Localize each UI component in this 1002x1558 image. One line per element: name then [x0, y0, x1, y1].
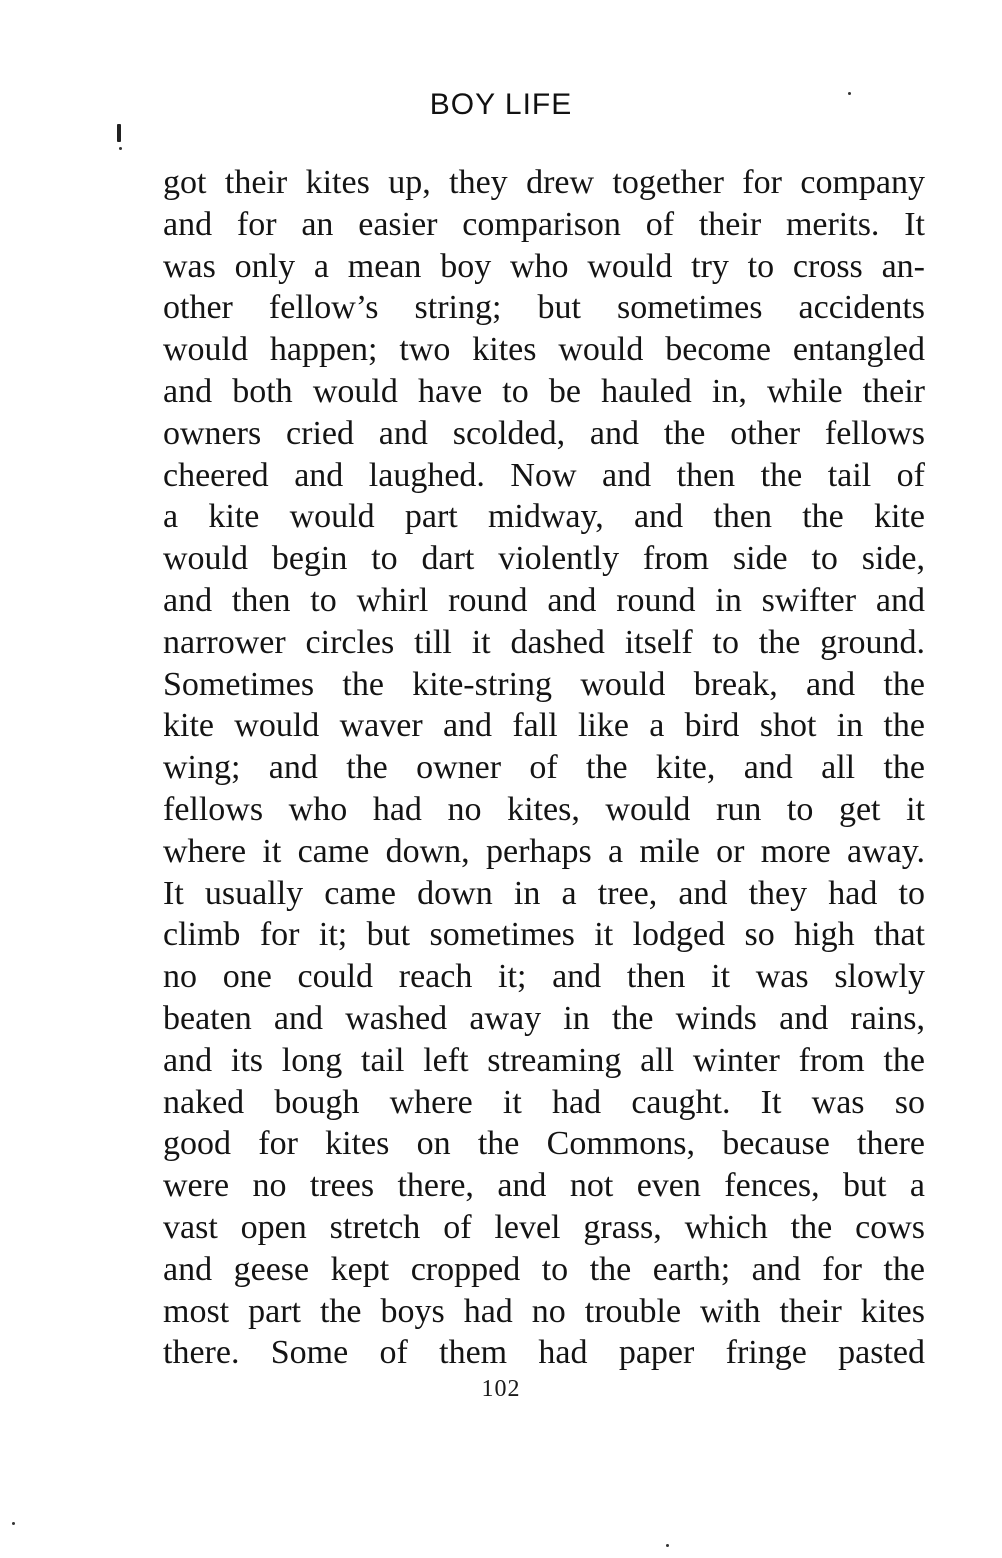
margin-speck	[12, 1522, 15, 1525]
text-line: and its long tail left streaming all winter from the	[163, 1041, 925, 1079]
body-text	[163, 162, 925, 1374]
text-line: Sometimes the kite-string would break, and the	[163, 665, 925, 703]
margin-mark	[117, 124, 121, 142]
text-line: and both would have to be hauled in, while their	[163, 372, 925, 410]
text-line: were no trees there, and not even fences, but a	[163, 1167, 925, 1205]
text-line: other fellow’s string; but sometimes accidents	[163, 289, 925, 327]
text-line: and for an easier comparison of their merits. It	[163, 205, 925, 243]
text-line: narrower circles till it dashed itself to the ground.	[163, 623, 925, 661]
text-line: was only a mean boy who would try to cross an-	[163, 247, 925, 285]
text-line: and geese kept cropped to the earth; and for the	[163, 1250, 925, 1288]
text-line: It usually came down in a tree, and they had to	[163, 874, 925, 912]
text-line: climb for it; but sometimes it lodged so high that	[163, 916, 925, 954]
text-line: there. Some of them had paper fringe pasted	[163, 1334, 925, 1372]
text-line: would begin to dart violently from side to side,	[163, 540, 925, 578]
text-line: kite would waver and fall like a bird shot in the	[163, 707, 925, 745]
margin-speck	[119, 147, 122, 150]
text-line: owners cried and scolded, and the other fellows	[163, 414, 925, 452]
text-line: where it came down, perhaps a mile or more away.	[163, 832, 925, 870]
text-line: wing; and the owner of the kite, and all the	[163, 749, 925, 787]
margin-speck	[666, 1544, 669, 1547]
text-line: fellows who had no kites, would run to get it	[163, 790, 925, 828]
text-line: a kite would part midway, and then the kite	[163, 498, 925, 536]
running-header: BOY LIFE	[429, 88, 573, 121]
text-line: no one could reach it; and then it was slowly	[163, 958, 925, 996]
text-line: naked bough where it had caught. It was so	[163, 1083, 925, 1121]
text-line: cheered and laughed. Now and then the tail of	[163, 456, 925, 494]
text-line: and then to whirl round and round in swifter and	[163, 581, 925, 619]
text-line: good for kites on the Commons, because there	[163, 1125, 925, 1163]
page-number: 102	[481, 1376, 521, 1402]
text-line: vast open stretch of level grass, which the cows	[163, 1208, 925, 1246]
text-line: most part the boys had no trouble with their kites	[163, 1292, 925, 1330]
text-line: beaten and washed away in the winds and rains,	[163, 999, 925, 1037]
text-line: would happen; two kites would become entangled	[163, 331, 925, 369]
text-line: got their kites up, they drew together for company	[163, 164, 925, 201]
